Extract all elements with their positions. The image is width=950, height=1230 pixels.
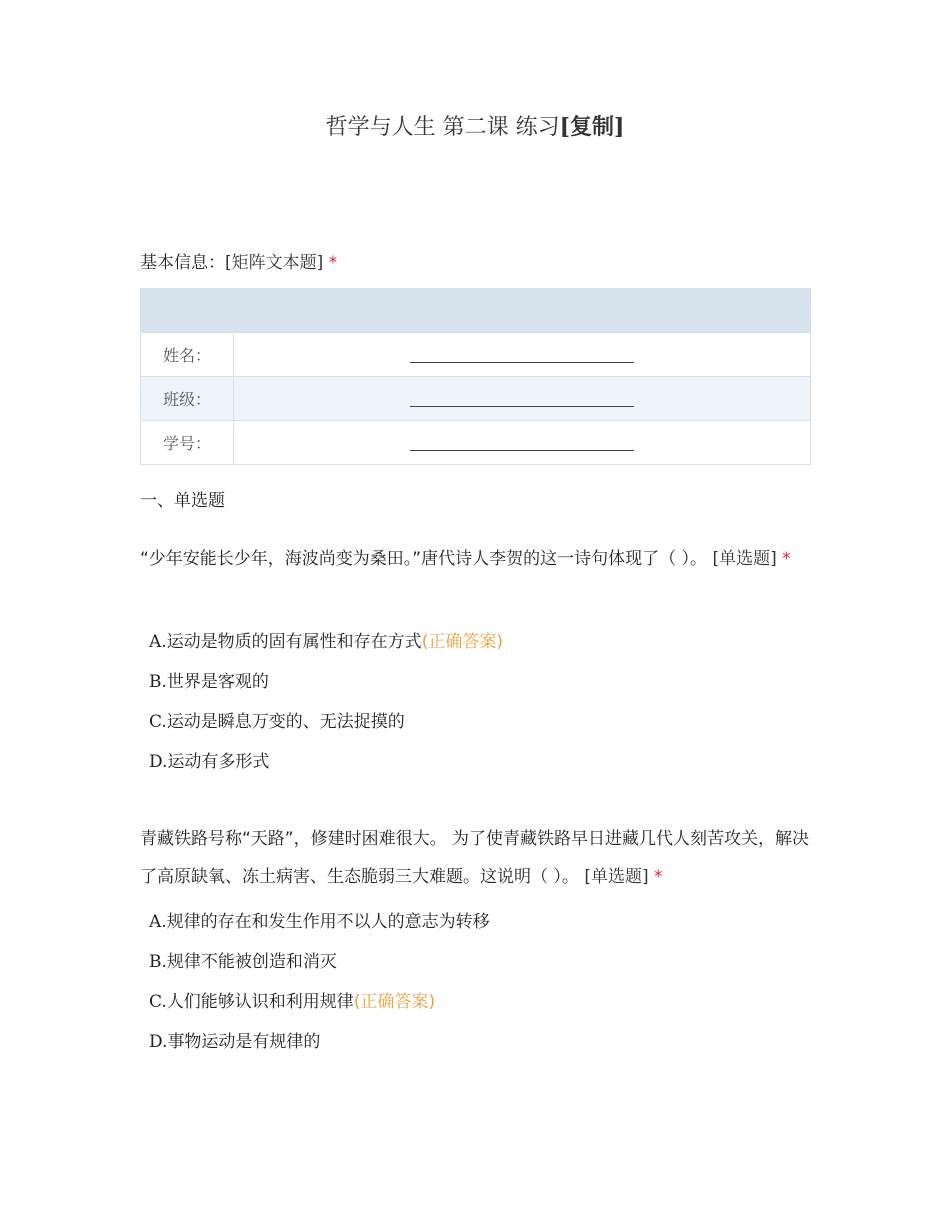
option-letter: A. (149, 632, 167, 652)
option-d[interactable] (149, 742, 503, 782)
option-text: 人们能够认识和利用规律 (166, 992, 354, 1012)
option-text: 运动是物质的固有属性和存在方式 (166, 632, 422, 652)
name-input[interactable] (234, 333, 811, 377)
option-a[interactable] (149, 622, 503, 662)
section-heading: 一、单选题 (140, 491, 225, 511)
row-label-student-id: 学号： (141, 421, 234, 465)
page-title (0, 110, 950, 141)
basic-info-question (140, 244, 812, 282)
matrix-header-row (141, 289, 811, 333)
option-a[interactable] (149, 902, 490, 942)
blank-line (410, 436, 634, 451)
matrix-row-class (141, 377, 811, 421)
question-type-tag: [单选题] (584, 867, 649, 887)
question-1-options (149, 622, 503, 782)
matrix-header-cell (141, 289, 234, 333)
row-label-name: 姓名： (141, 333, 234, 377)
title-main: 哲学与人生 第二课 练习 (325, 115, 560, 140)
option-letter: B. (149, 672, 167, 692)
option-text: 世界是客观的 (166, 672, 269, 692)
question-2-text (140, 820, 812, 896)
question-stem: 青藏铁路号称“天路”，修建时困难很大。 为了使青藏铁路早日进藏几代人刻苦攻关，解决了高原缺氧、冻土病害、生态脆弱三大难题。这说明（ ）。 (140, 829, 810, 887)
question-2-options (149, 902, 490, 1062)
option-letter: D. (149, 1032, 168, 1052)
option-text: 规律的存在和发生作用不以人的意志为转移 (166, 912, 490, 932)
option-c[interactable] (149, 702, 503, 742)
student-id-input[interactable] (234, 421, 811, 465)
option-b[interactable] (149, 942, 490, 982)
basic-info-label: 基本信息： (140, 253, 225, 273)
option-text: 运动是瞬息万变的、无法捉摸的 (166, 712, 405, 732)
blank-line (410, 348, 634, 363)
option-text: 规律不能被创造和消灭 (166, 952, 337, 972)
option-letter: C. (149, 992, 167, 1012)
option-c[interactable] (149, 982, 490, 1022)
matrix-row-student-id (141, 421, 811, 465)
matrix-header-cell (234, 289, 811, 333)
question-type-tag: [矩阵文本题] (225, 253, 324, 273)
option-letter: D. (149, 752, 168, 772)
question-type-tag: [单选题] (712, 549, 777, 569)
required-mark: * (653, 867, 663, 887)
required-mark: * (782, 549, 791, 569)
matrix-row-name (141, 333, 811, 377)
required-mark: * (328, 253, 338, 273)
blank-line (410, 392, 634, 407)
option-text: 事物运动是有规律的 (167, 1032, 321, 1052)
option-letter: C. (149, 712, 167, 732)
correct-answer-mark: (正确答案) (353, 992, 436, 1012)
option-d[interactable] (149, 1022, 490, 1062)
option-letter: B. (149, 952, 167, 972)
question-1-text (140, 540, 812, 578)
correct-answer-mark: (正确答案) (421, 632, 503, 652)
question-stem: “少年安能长少年，海波尚变为桑田。”唐代诗人李贺的这一诗句体现了（ ）。 (140, 549, 708, 569)
option-b[interactable] (149, 662, 503, 702)
row-label-class: 班级： (141, 377, 234, 421)
basic-info-matrix (140, 288, 811, 465)
class-input[interactable] (234, 377, 811, 421)
option-letter: A. (149, 912, 167, 932)
title-suffix: [复制] (559, 114, 625, 140)
option-text: 运动有多形式 (167, 752, 270, 772)
